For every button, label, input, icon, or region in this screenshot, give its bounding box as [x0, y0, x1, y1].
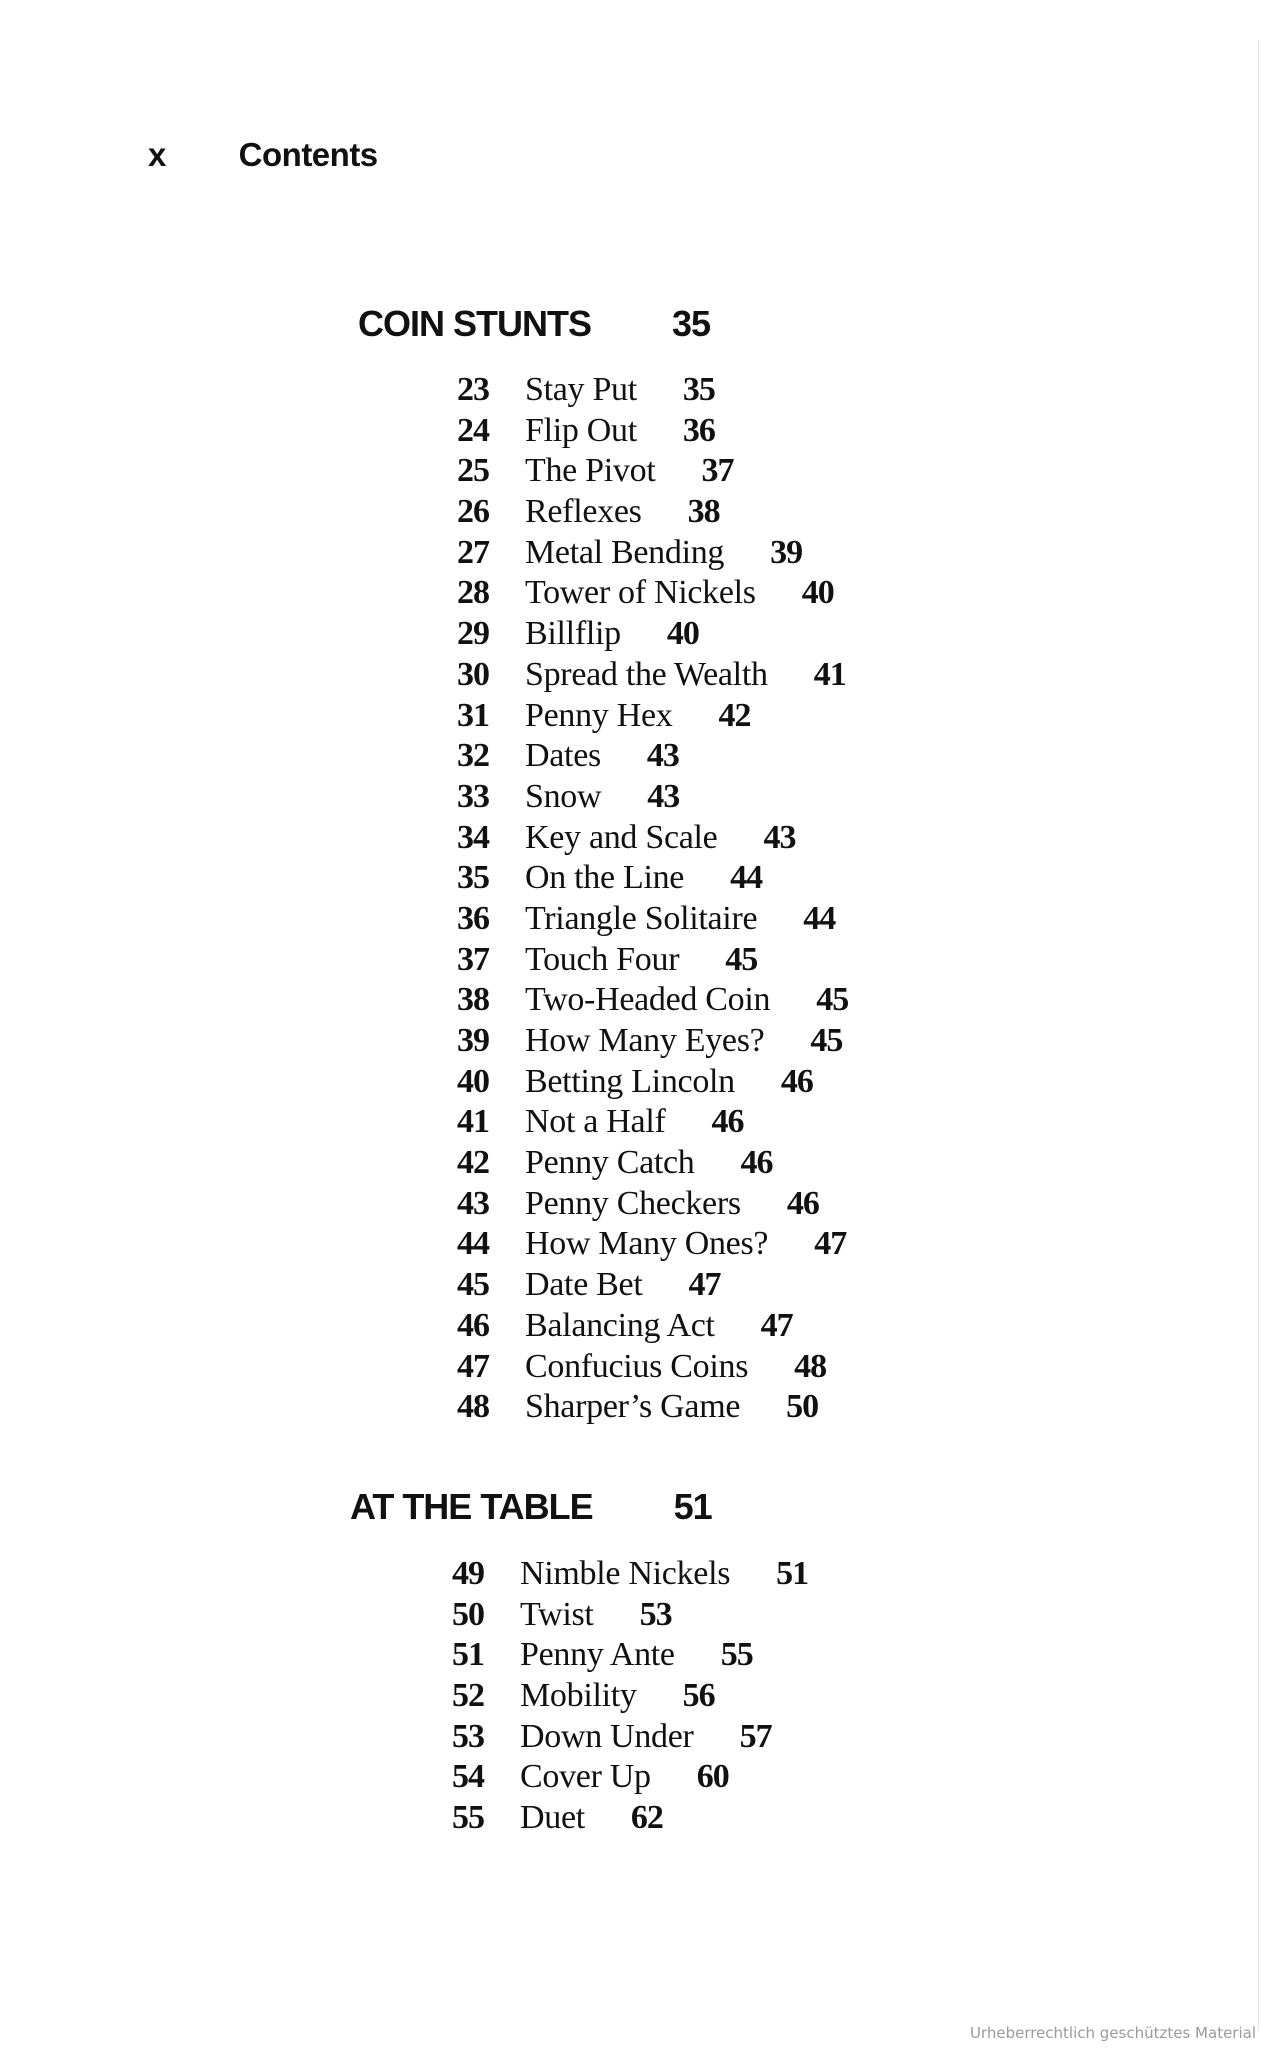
- entry-page: 44: [803, 899, 836, 937]
- entry-page: 45: [816, 981, 849, 1019]
- entry-title: Key and Scale: [525, 818, 718, 856]
- entry-number: 41: [457, 1103, 489, 1141]
- entry-title: How Many Eyes?: [525, 1022, 765, 1059]
- toc-entry: [452, 1676, 808, 1717]
- entry-title: Triangle Solitaire: [525, 899, 758, 937]
- entry-number: 28: [457, 574, 489, 612]
- copyright-watermark: Urheberrechtlich geschütztes Material: [969, 2024, 1256, 2042]
- section-heading-coin-stunts: [358, 303, 710, 345]
- entry-page: 55: [720, 1636, 753, 1674]
- toc-entry: [457, 1143, 848, 1184]
- entry-page: 56: [682, 1677, 715, 1715]
- entry-title: Penny Catch: [525, 1144, 695, 1182]
- entry-page: 38: [687, 493, 720, 531]
- entry-number: 35: [457, 859, 489, 897]
- entry-title: Spread the Wealth: [525, 655, 768, 693]
- entry-page: 37: [701, 452, 734, 490]
- entry-number: 47: [457, 1347, 489, 1385]
- entry-page: 47: [760, 1306, 793, 1344]
- entry-number: 40: [457, 1062, 489, 1100]
- entry-number: 39: [457, 1022, 489, 1059]
- entry-title: Flip Out: [525, 411, 637, 449]
- entry-title: Duet: [520, 1799, 585, 1837]
- entry-title: Not a Half: [525, 1103, 666, 1141]
- toc-entry: [457, 370, 848, 411]
- toc-entry: [457, 573, 848, 614]
- toc-entry: [457, 1347, 848, 1388]
- entry-title: Penny Checkers: [525, 1184, 741, 1222]
- entry-title: Metal Bending: [525, 533, 725, 571]
- entry-number: 38: [457, 981, 489, 1019]
- toc-entry: [457, 1224, 848, 1265]
- entry-number: 26: [457, 493, 489, 531]
- toc-entry: [452, 1757, 808, 1798]
- entry-page: 43: [647, 777, 680, 815]
- toc-entry: [457, 451, 848, 492]
- entry-title: Down Under: [520, 1717, 694, 1755]
- entry-number: 34: [457, 818, 489, 856]
- toc-entry: [457, 614, 848, 655]
- toc-entry: [457, 1387, 848, 1428]
- entry-number: 53: [452, 1717, 484, 1755]
- entry-number: 45: [457, 1266, 489, 1304]
- entry-number: 42: [457, 1144, 489, 1182]
- toc-entry: [457, 940, 848, 981]
- toc-entry: [457, 1062, 848, 1103]
- entry-page: 45: [810, 1022, 843, 1059]
- toc-entry: [457, 533, 848, 574]
- toc-entry: [457, 858, 848, 899]
- running-title: Contents: [238, 136, 378, 173]
- entry-page: 40: [801, 574, 834, 612]
- entry-title: Two-Headed Coin: [525, 981, 771, 1019]
- entry-page: 51: [776, 1555, 809, 1592]
- section-heading-at-the-table: [350, 1486, 712, 1528]
- entry-number: 23: [457, 371, 489, 408]
- entry-page: 50: [786, 1388, 819, 1426]
- entry-number: 46: [457, 1306, 489, 1344]
- entry-page: 47: [814, 1225, 847, 1263]
- section-title: COIN STUNTS: [358, 303, 592, 344]
- entry-number: 52: [452, 1677, 484, 1715]
- entry-title: Cover Up: [520, 1758, 651, 1796]
- entry-title: Nimble Nickels: [520, 1555, 731, 1592]
- entry-number: 29: [457, 615, 489, 653]
- running-header: [148, 136, 378, 174]
- entry-number: 27: [457, 533, 489, 571]
- toc-entry: [457, 899, 848, 940]
- entry-number: 54: [452, 1758, 484, 1796]
- section-page-number: 35: [672, 303, 711, 344]
- entry-number: 30: [457, 655, 489, 693]
- entry-title: Touch Four: [525, 940, 680, 978]
- toc-entry: [457, 1306, 848, 1347]
- entry-page: 62: [630, 1799, 663, 1837]
- toc-entry: [457, 980, 848, 1021]
- entry-number: 50: [452, 1595, 484, 1633]
- entry-page: 60: [696, 1758, 729, 1796]
- entry-title: Billflip: [525, 615, 621, 653]
- toc-entry: [452, 1595, 808, 1636]
- entry-page: 35: [682, 371, 715, 408]
- toc-entry: [452, 1554, 808, 1595]
- entry-page: 42: [718, 696, 751, 734]
- entry-page: 53: [639, 1595, 672, 1633]
- entry-number: 48: [457, 1388, 489, 1426]
- entry-number: 25: [457, 452, 489, 490]
- entry-number: 36: [457, 899, 489, 937]
- entry-number: 51: [452, 1636, 484, 1674]
- entry-title: Stay Put: [525, 371, 637, 408]
- entry-title: Snow: [525, 777, 602, 815]
- entry-title: Date Bet: [525, 1266, 643, 1304]
- entry-number: 24: [457, 411, 489, 449]
- entry-number: 55: [452, 1799, 484, 1837]
- entry-number: 33: [457, 777, 489, 815]
- entry-page: 43: [763, 818, 796, 856]
- entry-page: 46: [740, 1144, 773, 1182]
- entry-page: 43: [646, 737, 679, 775]
- entry-title: Reflexes: [525, 493, 642, 531]
- entry-title: Sharper’s Game: [525, 1388, 741, 1426]
- entry-title: Dates: [525, 737, 601, 775]
- entry-number: 43: [457, 1184, 489, 1222]
- toc-entry: [457, 1021, 848, 1062]
- toc-entry: [457, 1265, 848, 1306]
- section-title: AT THE TABLE: [350, 1486, 593, 1527]
- entry-number: 49: [452, 1555, 484, 1592]
- entry-page: 40: [666, 615, 699, 653]
- entry-page: 48: [794, 1347, 827, 1385]
- page-edge-line: [1258, 40, 1259, 2030]
- entry-number: 37: [457, 940, 489, 978]
- entry-number: 44: [457, 1225, 489, 1263]
- toc-entry: [457, 411, 848, 452]
- entry-number: 32: [457, 737, 489, 775]
- entry-title: How Many Ones?: [525, 1225, 769, 1263]
- toc-entry: [457, 736, 848, 777]
- entry-page: 46: [711, 1103, 744, 1141]
- entry-page: 46: [780, 1062, 813, 1100]
- entry-title: The Pivot: [525, 452, 656, 490]
- entry-title: Confucius Coins: [525, 1347, 749, 1385]
- entry-title: Tower of Nickels: [525, 574, 756, 612]
- entry-page: 46: [786, 1184, 819, 1222]
- entry-title: Penny Ante: [520, 1636, 675, 1674]
- section-page-number: 51: [673, 1486, 712, 1527]
- entry-page: 45: [725, 940, 758, 978]
- entry-title: On the Line: [525, 859, 685, 897]
- toc-entry: [452, 1717, 808, 1758]
- entry-page: 36: [682, 411, 715, 449]
- entry-title: Penny Hex: [525, 696, 673, 734]
- toc-entry: [452, 1635, 808, 1676]
- entry-page: 47: [688, 1266, 721, 1304]
- entry-page: 39: [770, 533, 803, 571]
- toc-entry: [452, 1798, 808, 1839]
- toc-list-coin-stunts: [457, 370, 848, 1428]
- toc-entry: [457, 1184, 848, 1225]
- toc-entry: [457, 696, 848, 737]
- toc-entry: [457, 777, 848, 818]
- entry-title: Betting Lincoln: [525, 1062, 735, 1100]
- entry-page: 44: [730, 859, 763, 897]
- entry-title: Mobility: [520, 1677, 637, 1715]
- folio-page-number: x: [148, 136, 166, 173]
- toc-entry: [457, 492, 848, 533]
- entry-page: 41: [813, 655, 846, 693]
- toc-entry: [457, 655, 848, 696]
- entry-title: Twist: [520, 1595, 594, 1633]
- toc-list-at-the-table: [452, 1554, 808, 1839]
- toc-entry: [457, 1102, 848, 1143]
- entry-number: 31: [457, 696, 489, 734]
- entry-page: 57: [739, 1717, 772, 1755]
- toc-entry: [457, 818, 848, 859]
- entry-title: Balancing Act: [525, 1306, 715, 1344]
